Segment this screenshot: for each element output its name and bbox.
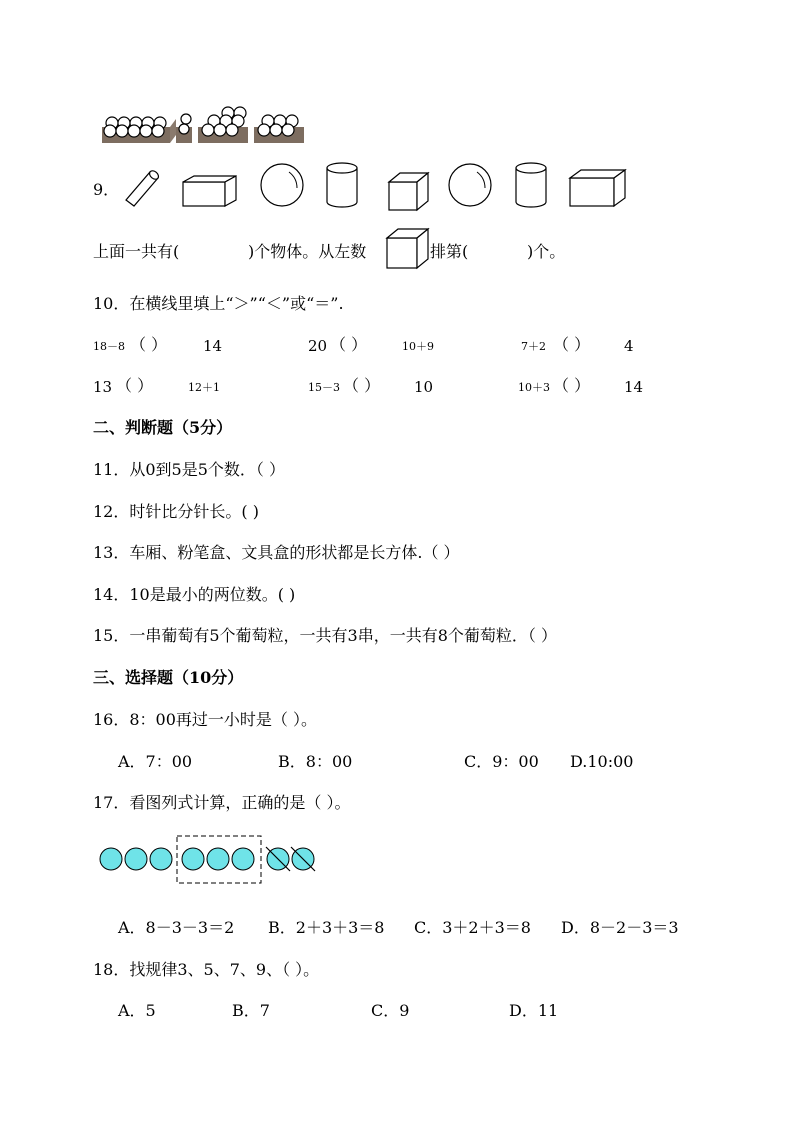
cylinder-stick-shape [120,168,164,208]
q10-r1c2-right: 10＋9 [402,340,434,353]
q10-r1c3-right: 4 [624,337,634,355]
q16-option-a[interactable]: A．7：00 [118,752,193,771]
cuboid-shape-2 [567,168,627,208]
q10-r1c1-left: 18－8 [93,340,125,353]
q13-text: 13．车厢、粉笔盒、文具盒的形状都是长方体.（ ） [93,543,460,562]
q17-option-b[interactable]: B．2＋3＋3＝8 [268,918,385,937]
q10-r1c2-paren[interactable]: （ ） [330,335,368,354]
sphere-shape-2 [447,162,495,210]
q17-option-d[interactable]: D．8－2－3＝3 [561,918,679,937]
q10-r1c1-right: 14 [203,337,223,355]
q18-question: 18．找规律3、5、7、9、（ ）。 [93,960,320,979]
q10-r1c3-left: 7＋2 [521,340,546,353]
q16-option-c[interactable]: C．9：00 [464,752,539,771]
q10-r2c1-left: 13 [93,378,113,396]
q10-r1c2-left: 20 [308,337,328,355]
q16-option-d[interactable]: D.10:00 [570,752,634,771]
q10-r2c3-paren[interactable]: （ ） [553,376,591,395]
q10-r1c1-paren[interactable]: （ ） [130,335,168,354]
q17-option-c[interactable]: C．3＋2＋3＝8 [414,918,531,937]
q10-r1c3-paren[interactable]: （ ） [553,335,591,354]
q10-r2c3-left: 10＋3 [518,381,550,394]
section-3-title: 三、选择题（10分） [93,668,244,687]
q10-r2c1-paren[interactable]: （ ） [116,376,154,395]
q9-line-mid2: 排第( [430,242,469,261]
q16-question: 16．8：00再过一小时是（ ）。 [93,710,317,729]
q11-text: 11．从0到5是5个数．（ ） [93,460,285,479]
q18-option-a[interactable]: A．5 [118,1001,156,1020]
q17-option-a[interactable]: A．8－3－3＝2 [118,918,235,937]
q18-option-d[interactable]: D．11 [509,1001,559,1020]
q10-r2c1-right: 12＋1 [188,381,220,394]
cylinder-shape-2 [513,162,549,210]
cylinder-shape-1 [324,162,360,210]
q10-r2c2-left: 15－3 [308,381,340,394]
q10-r2c3-right: 14 [624,378,644,396]
q17-circles-figure [96,832,326,886]
q10-r2c2-right: 10 [414,378,434,396]
q9-line-mid: )个物体。从左数 [248,242,367,261]
section-2-title: 二、判断题（5分） [93,418,233,437]
q16-option-b[interactable]: B．8：00 [278,752,353,771]
q18-option-b[interactable]: B．7 [232,1001,270,1020]
q12-text: 12．时针比分针长。( ) [93,502,259,521]
q14-text: 14．10是最小的两位数。( ) [93,585,296,604]
q17-question: 17．看图列式计算，正确的是（ ）。 [93,793,351,812]
q9-line-suffix: )个。 [527,242,566,261]
sphere-shape-1 [259,162,307,210]
ball-trays-image [100,105,320,145]
cuboid-shape-1 [180,174,240,208]
q18-option-c[interactable]: C．9 [371,1001,410,1020]
cube-shape-1 [386,170,430,214]
q15-text: 15．一串葡萄有5个葡萄粒，一共有3串，一共有8个葡萄粒．（ ） [93,626,557,645]
q10-title: 10．在横线里填上“＞”“＜”或“＝”. [93,294,344,313]
q9-line-prefix: 上面一共有( [93,242,180,261]
q9-number: 9． [93,180,120,199]
q10-r2c2-paren[interactable]: （ ） [343,376,381,395]
cube-inline-shape [384,226,430,272]
